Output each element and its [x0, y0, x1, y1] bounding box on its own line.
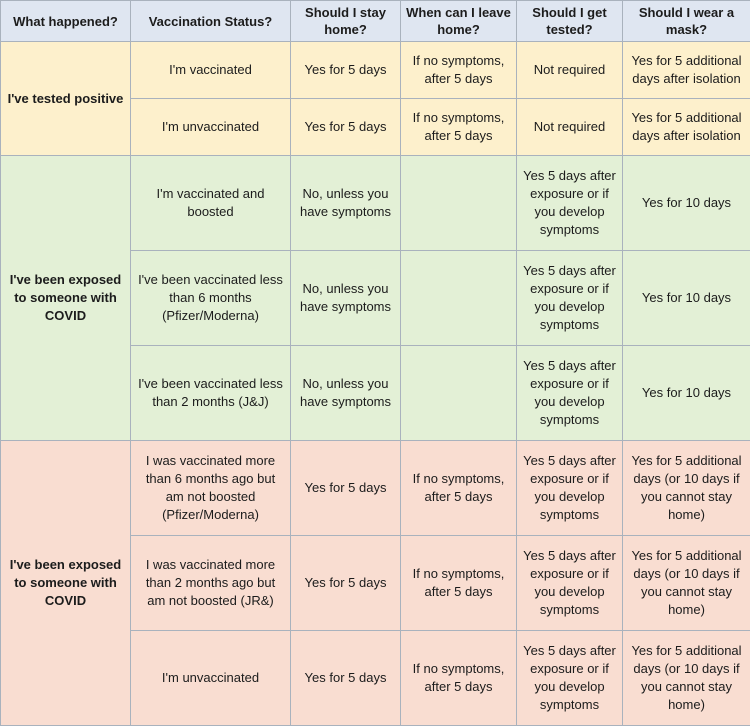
cell-get-tested: Not required: [517, 42, 623, 99]
cell-get-tested: Yes 5 days after exposure or if you develop symptoms: [517, 631, 623, 726]
header-wear-mask: Should I wear a mask?: [623, 1, 750, 42]
cell-status: I was vaccinated more than 2 months ago but am not boosted (JR&): [131, 536, 291, 631]
cell-status: I'm vaccinated: [131, 42, 291, 99]
cell-leave-home: If no symptoms, after 5 days: [401, 441, 517, 536]
cell-leave-home: If no symptoms, after 5 days: [401, 99, 517, 156]
cell-status: I'm unvaccinated: [131, 631, 291, 726]
cell-wear-mask: Yes for 10 days: [623, 251, 750, 346]
table-row: [1, 441, 750, 536]
group-label-exposed-not-boosted: I've been exposed to someone with COVID: [1, 441, 131, 726]
table-row: [1, 42, 750, 99]
cell-get-tested: Yes 5 days after exposure or if you develop symptoms: [517, 251, 623, 346]
cell-leave-home: If no symptoms, after 5 days: [401, 42, 517, 99]
cell-wear-mask: Yes for 5 additional days after isolation: [623, 99, 750, 156]
header-what-happened: What happened?: [1, 1, 131, 42]
table-row: [1, 156, 750, 251]
cell-leave-home: If no symptoms, after 5 days: [401, 536, 517, 631]
cell-get-tested: Yes 5 days after exposure or if you develop symptoms: [517, 346, 623, 441]
cell-get-tested: Not required: [517, 99, 623, 156]
cell-wear-mask: Yes for 10 days: [623, 346, 750, 441]
cell-stay-home: Yes for 5 days: [291, 631, 401, 726]
cell-leave-home: If no symptoms, after 5 days: [401, 631, 517, 726]
header-row: [1, 1, 750, 42]
group-label-tested-positive: I've tested positive: [1, 42, 131, 156]
cell-wear-mask: Yes for 10 days: [623, 156, 750, 251]
cell-stay-home: Yes for 5 days: [291, 99, 401, 156]
cell-stay-home: No, unless you have symptoms: [291, 346, 401, 441]
cell-status: I'm unvaccinated: [131, 99, 291, 156]
cell-get-tested: Yes 5 days after exposure or if you develop symptoms: [517, 441, 623, 536]
header-vaccination-status: Vaccination Status?: [131, 1, 291, 42]
cell-get-tested: Yes 5 days after exposure or if you develop symptoms: [517, 156, 623, 251]
cell-leave-home: [401, 346, 517, 441]
cell-wear-mask: Yes for 5 additional days (or 10 days if you cannot stay home): [623, 536, 750, 631]
cell-status: I was vaccinated more than 6 months ago but am not boosted (Pfizer/Moderna): [131, 441, 291, 536]
cell-stay-home: Yes for 5 days: [291, 42, 401, 99]
cell-leave-home: [401, 156, 517, 251]
group-label-exposed-vaccinated: I've been exposed to someone with COVID: [1, 156, 131, 441]
cell-stay-home: Yes for 5 days: [291, 441, 401, 536]
cell-leave-home: [401, 251, 517, 346]
cell-wear-mask: Yes for 5 additional days (or 10 days if you cannot stay home): [623, 631, 750, 726]
cell-stay-home: Yes for 5 days: [291, 536, 401, 631]
cell-status: I've been vaccinated less than 6 months (Pfizer/Moderna): [131, 251, 291, 346]
cell-get-tested: Yes 5 days after exposure or if you develop symptoms: [517, 536, 623, 631]
cell-status: I'm vaccinated and boosted: [131, 156, 291, 251]
cell-stay-home: No, unless you have symptoms: [291, 251, 401, 346]
cell-wear-mask: Yes for 5 additional days after isolation: [623, 42, 750, 99]
header-leave-home: When can I leave home?: [401, 1, 517, 42]
cell-wear-mask: Yes for 5 additional days (or 10 days if you cannot stay home): [623, 441, 750, 536]
header-get-tested: Should I get tested?: [517, 1, 623, 42]
header-stay-home: Should I stay home?: [291, 1, 401, 42]
cell-status: I've been vaccinated less than 2 months (J&J): [131, 346, 291, 441]
cell-stay-home: No, unless you have symptoms: [291, 156, 401, 251]
